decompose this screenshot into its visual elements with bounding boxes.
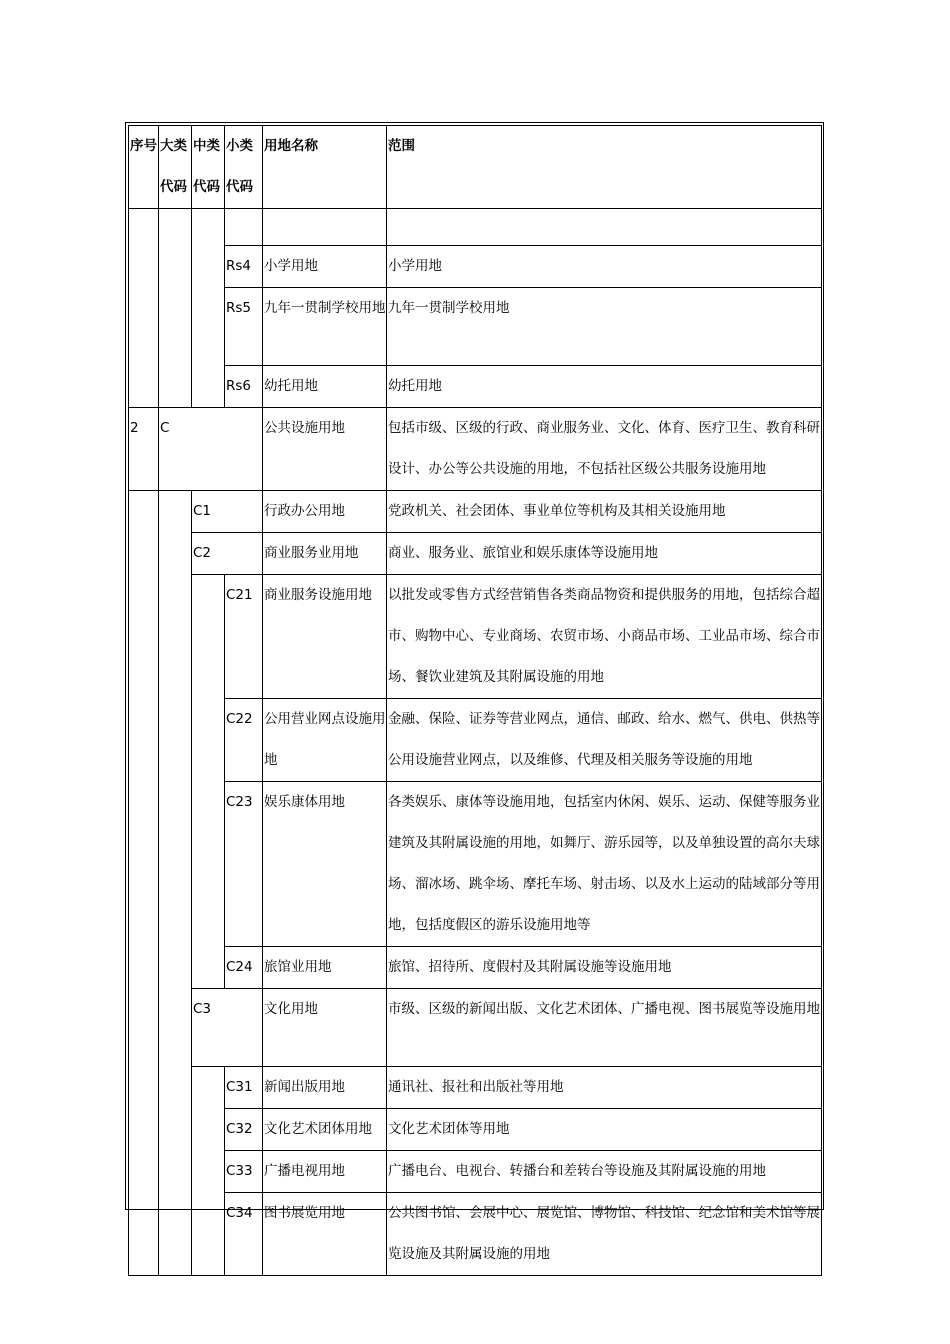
scope-cell: 旅馆、招待所、度假村及其附属设施等设施用地	[387, 947, 822, 989]
name-cell: 小学用地	[263, 246, 387, 288]
table-row	[129, 533, 822, 575]
seq-cell	[129, 209, 159, 408]
header-medium-code: 中类代码	[192, 126, 225, 209]
minor-cell: C24	[225, 947, 263, 989]
table-row	[129, 1151, 822, 1193]
scope-cell: 市级、区级的新闻出版、文化艺术团体、广播电视、图书展览等设施用地	[387, 989, 822, 1067]
header-scope: 范围	[387, 126, 822, 209]
medium-cell	[192, 575, 225, 989]
minor-cell: Rs5	[225, 288, 263, 366]
name-cell: 幼托用地	[263, 366, 387, 408]
name-cell: 商业服务业用地	[263, 533, 387, 575]
scope-cell: 幼托用地	[387, 366, 822, 408]
name-cell: 商业服务设施用地	[263, 575, 387, 699]
name-cell: 公用营业网点设施用地	[263, 699, 387, 782]
table-row	[129, 782, 822, 947]
name-cell: 图书展览用地	[263, 1193, 387, 1276]
scope-cell: 商业、服务业、旅馆业和娱乐康体等设施用地	[387, 533, 822, 575]
name-cell: 新闻出版用地	[263, 1067, 387, 1109]
table-header-row	[129, 126, 822, 209]
table-row	[129, 408, 822, 491]
minor-cell: C21	[225, 575, 263, 699]
scope-cell	[387, 209, 822, 246]
scope-cell: 文化艺术团体等用地	[387, 1109, 822, 1151]
scope-cell: 金融、保险、证券等营业网点，通信、邮政、给水、燃气、供电、供热等公用设施营业网点，以及维修、代理及相关服务等设施的用地	[387, 699, 822, 782]
header-seq: 序号	[129, 126, 159, 209]
minor-cell: C22	[225, 699, 263, 782]
scope-cell: 通讯社、报社和出版社等用地	[387, 1067, 822, 1109]
medium-cell: C1	[192, 491, 263, 533]
name-cell: 文化艺术团体用地	[263, 1109, 387, 1151]
land-use-table	[128, 125, 822, 1276]
major-cell	[159, 491, 192, 1276]
major-cell	[159, 209, 192, 408]
scope-cell: 以批发或零售方式经营销售各类商品物资和提供服务的用地，包括综合超市、购物中心、专业商场、农贸市场、小商品市场、工业品市场、综合市场、餐饮业建筑及其附属设施的用地	[387, 575, 822, 699]
header-major-code: 大类代码	[159, 126, 192, 209]
minor-cell: C32	[225, 1109, 263, 1151]
name-cell: 公共设施用地	[263, 408, 387, 491]
medium-cell	[192, 209, 225, 408]
scope-cell: 公共图书馆、会展中心、展览馆、博物馆、科技馆、纪念馆和美术馆等展览设施及其附属设施的用地	[387, 1193, 822, 1276]
scope-cell: 九年一贯制学校用地	[387, 288, 822, 366]
name-cell: 九年一贯制学校用地	[263, 288, 387, 366]
minor-cell: Rs4	[225, 246, 263, 288]
name-cell: 行政办公用地	[263, 491, 387, 533]
minor-cell: Rs6	[225, 366, 263, 408]
scope-cell: 小学用地	[387, 246, 822, 288]
name-cell: 旅馆业用地	[263, 947, 387, 989]
table-row	[129, 246, 822, 288]
scope-cell: 党政机关、社会团体、事业单位等机构及其相关设施用地	[387, 491, 822, 533]
medium-cell	[192, 1067, 225, 1276]
table-row	[129, 575, 822, 699]
scope-cell: 包括市级、区级的行政、商业服务业、文化、体育、医疗卫生、教育科研设计、办公等公共设施的用地，不包括社区级公共服务设施用地	[387, 408, 822, 491]
table-row	[129, 288, 822, 366]
table-row	[129, 366, 822, 408]
minor-cell	[225, 209, 263, 246]
scope-cell: 各类娱乐、康体等设施用地，包括室内休闲、娱乐、运动、保健等服务业建筑及其附属设施的用地，如舞厅、游乐园等，以及单独设置的高尔夫球场、溜冰场、跳伞场、摩托车场、射击场、以及水上运动的陆域部分等用地，包括度假区的游乐设施用地等	[387, 782, 822, 947]
table-row	[129, 1109, 822, 1151]
seq-cell	[129, 491, 159, 1276]
name-cell	[263, 209, 387, 246]
scope-cell: 广播电台、电视台、转播台和差转台等设施及其附属设施的用地	[387, 1151, 822, 1193]
minor-cell: C31	[225, 1067, 263, 1109]
table-row	[129, 989, 822, 1067]
major-cell: C	[159, 408, 263, 491]
header-name: 用地名称	[263, 126, 387, 209]
table-row	[129, 1067, 822, 1109]
table-row	[129, 699, 822, 782]
name-cell: 广播电视用地	[263, 1151, 387, 1193]
minor-cell: C33	[225, 1151, 263, 1193]
header-minor-code: 小类代码	[225, 126, 263, 209]
seq-cell: 2	[129, 408, 159, 491]
name-cell: 文化用地	[263, 989, 387, 1067]
table-row	[129, 947, 822, 989]
medium-cell: C3	[192, 989, 263, 1067]
minor-cell: C23	[225, 782, 263, 947]
medium-cell: C2	[192, 533, 263, 575]
table-row	[129, 1193, 822, 1276]
table-row	[129, 209, 822, 246]
minor-cell: C34	[225, 1193, 263, 1276]
name-cell: 娱乐康体用地	[263, 782, 387, 947]
table-row	[129, 491, 822, 533]
